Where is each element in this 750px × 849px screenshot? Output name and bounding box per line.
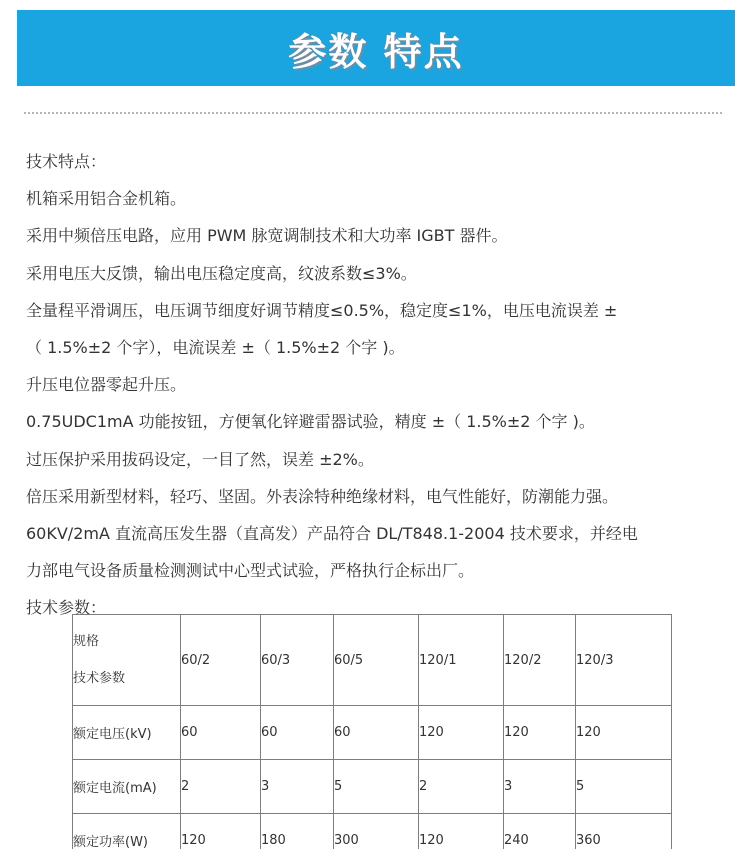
- column-header: 120/3: [576, 615, 672, 706]
- table-cell: 3: [504, 760, 576, 814]
- table-cell: 120: [576, 706, 672, 760]
- table-header-row: [73, 615, 672, 706]
- table-cell: 180: [261, 814, 334, 849]
- feature-text: [26, 143, 726, 626]
- feature-line: 倍压采用新型材料，轻巧、坚固。外表涂特种绝缘材料，电气性能好，防潮能力强。: [26, 486, 619, 506]
- column-header: 120/2: [504, 615, 576, 706]
- feature-line: 力部电气设备质量检测测试中心型式试验，严格执行企标出厂。: [26, 561, 475, 581]
- row-label: 额定电流(mA): [73, 760, 181, 814]
- feature-line: 0.75UDC1mA 功能按钮，方便氧化锌避雷器试验，精度 ±（ 1.5%±2 个字 )。: [26, 412, 595, 432]
- table-cell: 5: [334, 760, 419, 814]
- column-header: 60/2: [181, 615, 261, 706]
- table-cell: 240: [504, 814, 576, 849]
- table-cell: 60: [261, 706, 334, 760]
- table-cell: 360: [576, 814, 672, 849]
- column-header: 60/3: [261, 615, 334, 706]
- table-row: [73, 760, 672, 814]
- column-header: 60/5: [334, 615, 419, 706]
- table-cell: 2: [181, 760, 261, 814]
- table-corner-cell: [73, 615, 181, 706]
- corner-label-params: 技术参数: [73, 671, 126, 686]
- feature-line: 过压保护采用拔码设定，一目了然，误差 ±2%。: [26, 449, 374, 469]
- feature-line: 采用中频倍压电路，应用 PWM 脉宽调制技术和大功率 IGBT 器件。: [26, 226, 508, 246]
- corner-label-spec: 规格: [73, 634, 100, 649]
- feature-line: 60KV/2mA 直流高压发生器（直高发）产品符合 DL/T848.1-2004 技术要求，并经电: [26, 523, 638, 543]
- row-label: 额定电压(kV): [73, 706, 181, 760]
- table-row: [73, 814, 672, 849]
- section-heading-features: 技术特点：: [26, 152, 107, 171]
- feature-line: （ 1.5%±2 个字），电流误差 ±（ 1.5%±2 个字 )。: [26, 337, 405, 357]
- table-cell: 120: [419, 814, 504, 849]
- feature-line: 机箱采用铝合金机箱。: [26, 189, 187, 209]
- table-cell: 5: [576, 760, 672, 814]
- column-header: 120/1: [419, 615, 504, 706]
- dotted-divider: [24, 112, 722, 114]
- title-banner: [17, 10, 735, 86]
- section-heading-params: 技术参数：: [26, 598, 107, 618]
- table-row: [73, 706, 672, 760]
- feature-line: 采用电压大反馈，输出电压稳定度高，纹波系数≤3%。: [26, 263, 417, 283]
- table-cell: 2: [419, 760, 504, 814]
- row-label: 额定功率(W): [73, 814, 181, 849]
- banner-title: 参数 特点: [288, 29, 464, 74]
- spec-table: [72, 614, 672, 849]
- table-cell: 3: [261, 760, 334, 814]
- table-cell: 120: [181, 814, 261, 849]
- table-cell: 300: [334, 814, 419, 849]
- table-cell: 120: [419, 706, 504, 760]
- table-cell: 60: [181, 706, 261, 760]
- feature-line: 升压电位器零起升压。: [26, 375, 187, 395]
- feature-line: 全量程平滑调压，电压调节细度好调节精度≤0.5%，稳定度≤1%，电压电流误差 ±: [26, 300, 618, 320]
- table-cell: 120: [504, 706, 576, 760]
- table-cell: 60: [334, 706, 419, 760]
